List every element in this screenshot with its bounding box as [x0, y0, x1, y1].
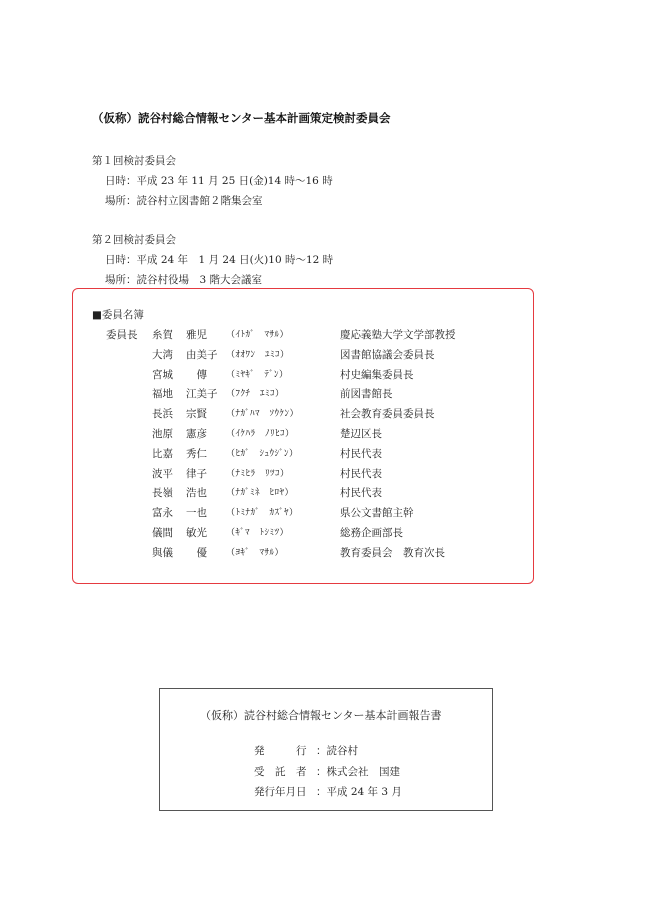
member-given-name: 浩也	[186, 487, 207, 500]
member-kana: （ﾐﾔｷﾞ ﾃﾞﾝ）	[226, 369, 289, 380]
colophon-title: （仮称）読谷村総合情報センター基本計画報告書	[200, 709, 442, 722]
page-title: （仮称）読谷村総合情報センター基本計画策定検討委員会	[92, 111, 391, 125]
member-kana: （ﾌｸﾁ ｴﾐｺ）	[226, 389, 285, 400]
member-affiliation: 県公文書館主幹	[340, 507, 414, 520]
member-kana: （ﾅﾐﾋﾗ ﾘﾂｺ）	[226, 468, 290, 479]
member-family-name: 富永	[152, 507, 173, 520]
member-family-name: 池原	[152, 428, 173, 440]
member-role: 委員長	[106, 329, 138, 341]
member-kana: （ｲｹﾊﾗ ﾉﾘﾋｺ）	[226, 429, 295, 439]
member-affiliation: 村民代表	[340, 487, 382, 500]
colophon-value: ：株式会社 国建	[316, 765, 400, 778]
member-affiliation: 総務企画部長	[340, 527, 403, 539]
meeting-1-title: 第１回検討委員会	[92, 155, 176, 167]
member-affiliation: 図書館協議会委員長	[340, 348, 435, 361]
colophon-label: 発 行	[254, 745, 307, 757]
meeting-1-datetime: 日時：平成 23 年 11 月 25 日(金)14 時～16 時	[105, 175, 333, 187]
member-given-name: 雅児	[186, 329, 207, 341]
member-family-name: 儀間	[152, 527, 173, 539]
member-affiliation: 慶応義塾大学文学部教授	[340, 329, 456, 341]
member-affiliation: 社会教育委員委員長	[340, 408, 435, 421]
member-affiliation: 村史編集委員長	[340, 368, 414, 381]
member-kana: （ﾅｶﾞﾐﾈ ﾋﾛﾔ）	[226, 488, 295, 499]
member-kana: （ﾅｶﾞﾊﾏ ｿｳｹﾝ）	[226, 409, 300, 420]
member-row	[0, 426, 651, 446]
member-row	[0, 327, 651, 347]
colophon-row	[0, 743, 651, 761]
colophon-label: 発行年月日	[254, 786, 307, 798]
member-row	[0, 525, 651, 545]
meeting-2-title: 第２回検討委員会	[92, 234, 176, 246]
member-family-name: 糸賀	[152, 329, 173, 341]
member-given-name: 一也	[186, 507, 207, 520]
member-given-name: 憲彦	[186, 428, 207, 440]
member-given-name: 宗賢	[186, 408, 207, 421]
member-row	[0, 505, 651, 525]
member-family-name: 宮城	[152, 368, 173, 381]
member-row	[0, 446, 651, 466]
colophon-row	[0, 784, 651, 802]
member-kana: （ﾖｷﾞ ﾏｻﾙ）	[226, 547, 285, 558]
member-given-name: 敏光	[186, 527, 207, 539]
member-row	[0, 367, 651, 387]
member-given-name: 律子	[186, 467, 207, 480]
member-family-name: 長浜	[152, 408, 173, 421]
member-row	[0, 347, 651, 367]
member-kana: （ﾄﾐﾅｶﾞ ｶｽﾞﾔ）	[226, 508, 299, 519]
member-family-name: 長嶺	[152, 487, 173, 500]
member-kana: （ｲﾄｶﾞ ﾏｻﾙ）	[226, 330, 290, 340]
member-family-name: 比嘉	[152, 447, 173, 460]
member-row	[0, 466, 651, 486]
member-affiliation: 教育委員会 教育次長	[340, 546, 445, 559]
member-family-name: 與儀	[152, 546, 173, 559]
member-family-name: 大湾	[152, 348, 173, 361]
member-given-name: 優	[186, 546, 207, 559]
colophon-row	[0, 764, 651, 782]
member-kana: （ｵｵﾜﾝ ﾕﾐｺ）	[226, 349, 290, 360]
colophon-label: 受 託 者	[254, 765, 307, 778]
member-kana: （ｷﾞﾏ ﾄｼﾐﾂ）	[226, 528, 290, 538]
member-row	[0, 406, 651, 426]
member-row	[0, 386, 651, 406]
member-affiliation: 前図書館長	[340, 388, 393, 401]
member-given-name: 江美子	[186, 388, 218, 401]
members-heading: ■委員名簿	[92, 309, 144, 321]
colophon-value: ：読谷村	[316, 745, 358, 757]
meeting-1-place: 場所：読谷村立図書館２階集会室	[105, 195, 263, 207]
member-row	[0, 545, 651, 565]
member-row	[0, 485, 651, 505]
colophon-value: ：平成 24 年 3 月	[316, 786, 402, 798]
member-given-name: 由美子	[186, 348, 218, 361]
meeting-2-datetime: 日時：平成 24 年 1 月 24 日(火)10 時～12 時	[105, 254, 334, 266]
meeting-2-place: 場所：読谷村役場 3 階大会議室	[105, 274, 263, 286]
member-family-name: 福地	[152, 388, 173, 401]
member-kana: （ﾋｶﾞ ｼｭｳｼﾞﾝ）	[226, 448, 299, 459]
member-given-name: 秀仁	[186, 447, 207, 460]
member-affiliation: 楚辺区長	[340, 428, 382, 440]
member-affiliation: 村民代表	[340, 467, 382, 480]
member-family-name: 波平	[152, 467, 173, 480]
member-affiliation: 村民代表	[340, 447, 382, 460]
member-given-name: 傳	[186, 368, 207, 381]
